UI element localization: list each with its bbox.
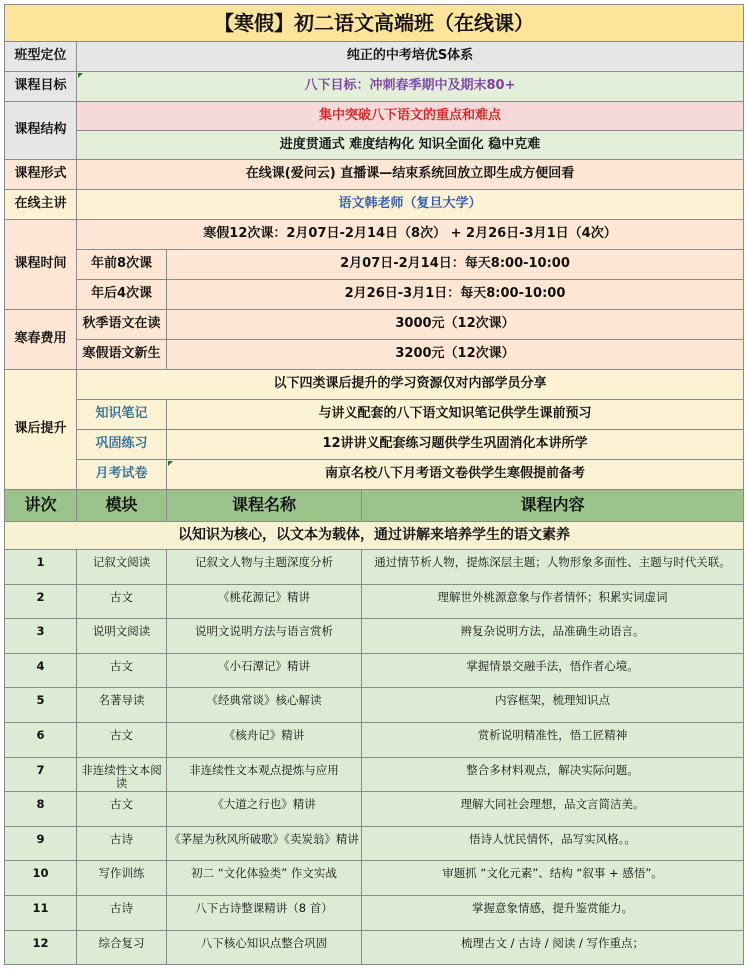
row-module: 名著导读 xyxy=(77,688,167,723)
after-class-item-desc: 南京名校八下月考语文卷供学生寒假提前备考 xyxy=(167,460,744,490)
fee-new-label: 寒假语文新生 xyxy=(77,340,167,370)
row-name: 《经典常谈》核心解读 xyxy=(167,688,362,723)
row-no: 2 xyxy=(4,585,77,619)
format-label: 课程形式 xyxy=(4,160,77,190)
header-module: 模块 xyxy=(77,490,167,522)
row-name: 《桃花源记》精讲 xyxy=(167,585,362,619)
row-name: 初二 “文化体验类” 作文实战 xyxy=(167,861,362,896)
row-module: 古文 xyxy=(77,723,167,758)
row-name: 《小石潭记》精讲 xyxy=(167,654,362,688)
row-content: 整合多材料观点，解决实际问题。 xyxy=(362,758,744,792)
goal-label: 课程目标 xyxy=(4,72,77,102)
format-value: 在线课(爱问云) 直播课—结束系统回放立即生成方便回看 xyxy=(77,160,744,190)
teacher-value: 语文韩老师（复旦大学） xyxy=(77,190,744,220)
row-module: 综合复习 xyxy=(77,931,167,965)
row-no: 12 xyxy=(4,931,77,965)
after-class-summary: 以下四类课后提升的学习资源仅对内部学员分享 xyxy=(77,370,744,400)
row-module: 古诗 xyxy=(77,827,167,861)
row-module: 古诗 xyxy=(77,896,167,931)
time-after-label: 年后4次课 xyxy=(77,280,167,310)
row-module: 非连续性文本阅读 xyxy=(77,758,167,792)
row-no: 11 xyxy=(4,896,77,931)
row-no: 4 xyxy=(4,654,77,688)
header-no: 讲次 xyxy=(4,490,77,522)
row-no: 9 xyxy=(4,827,77,861)
row-content: 悟诗人忧民情怀，品写实风格。。 xyxy=(362,827,744,861)
row-content: 辨复杂说明方法，品准确生动语言。 xyxy=(362,619,744,654)
row-name: 《核舟记》精讲 xyxy=(167,723,362,758)
after-class-item-name: 知识笔记 xyxy=(77,400,167,430)
row-name: 记叙文人物与主题深度分析 xyxy=(167,550,362,585)
after-class-item-name: 月考试卷 xyxy=(77,460,167,490)
row-module: 古文 xyxy=(77,585,167,619)
row-content: 掌握情景交融手法，悟作者心境。 xyxy=(362,654,744,688)
goal-value: 八下目标：冲刺春季期中及期末80+ xyxy=(77,72,744,102)
row-name: 说明文说明方法与语言赏析 xyxy=(167,619,362,654)
time-after-value: 2月26日-3月1日：每天8:00-10:00 xyxy=(167,280,744,310)
fee-new-value: 3200元（12次课） xyxy=(167,340,744,370)
row-no: 3 xyxy=(4,619,77,654)
after-class-item-desc: 12讲讲义配套练习题供学生巩固消化本讲所学 xyxy=(167,430,744,460)
schedule-banner: 以知识为核心，以文本为载体，通过讲解来培养学生的语文素养 xyxy=(4,522,744,550)
time-before-value: 2月07日-2月14日：每天8:00-10:00 xyxy=(167,250,744,280)
row-name: 《大道之行也》精讲 xyxy=(167,792,362,827)
row-content: 理解世外桃源意象与作者情怀；积累实词虚词 xyxy=(362,585,744,619)
fee-label: 寒春费用 xyxy=(4,310,77,370)
structure-line2: 进度贯通式 难度结构化 知识全面化 稳中克难 xyxy=(77,131,744,160)
fee-current-label: 秋季语文在读 xyxy=(77,310,167,340)
time-label: 课程时间 xyxy=(4,220,77,310)
positioning-value: 纯正的中考培优S体系 xyxy=(77,42,744,72)
row-content: 内容框架，梳理知识点 xyxy=(362,688,744,723)
row-no: 10 xyxy=(4,861,77,896)
row-no: 7 xyxy=(4,758,77,792)
row-no: 8 xyxy=(4,792,77,827)
row-no: 6 xyxy=(4,723,77,758)
row-no: 5 xyxy=(4,688,77,723)
row-module: 记叙文阅读 xyxy=(77,550,167,585)
row-content: 审题抓 “文化元素”、结构 “叙事 + 感悟”。 xyxy=(362,861,744,896)
after-class-label: 课后提升 xyxy=(4,370,77,490)
row-name: 八下核心知识点整合巩固 xyxy=(167,931,362,965)
page-title: 【寒假】初二语文高端班（在线课） xyxy=(4,4,744,42)
after-class-item-name: 巩固练习 xyxy=(77,430,167,460)
comment-marker-icon xyxy=(78,73,83,78)
row-name: 非连续性文本观点提炼与应用 xyxy=(167,758,362,792)
after-class-item-desc: 与讲义配套的八下语文知识笔记供学生课前预习 xyxy=(167,400,744,430)
time-summary: 寒假12次课：2月07日-2月14日（8次） + 2月26日-3月1日（4次） xyxy=(77,220,744,250)
row-module: 古文 xyxy=(77,654,167,688)
row-content: 通过情节析人物，提炼深层主题；人物形象多面性、主题与时代关联。 xyxy=(362,550,744,585)
row-content: 梳理古文 / 古诗 / 阅读 / 写作重点； xyxy=(362,931,744,965)
row-name: 《茅屋为秋风所破歌》《卖炭翁》精讲 xyxy=(167,827,362,861)
teacher-label: 在线主讲 xyxy=(4,190,77,220)
row-no: 1 xyxy=(4,550,77,585)
row-module: 写作训练 xyxy=(77,861,167,896)
row-module: 古文 xyxy=(77,792,167,827)
comment-marker-icon xyxy=(168,461,173,466)
structure-line1: 集中突破八下语文的重点和难点 xyxy=(77,102,744,131)
row-module: 说明文阅读 xyxy=(77,619,167,654)
row-name: 八下古诗整课精讲（8 首） xyxy=(167,896,362,931)
structure-label: 课程结构 xyxy=(4,102,77,160)
header-content: 课程内容 xyxy=(362,490,744,522)
header-name: 课程名称 xyxy=(167,490,362,522)
time-before-label: 年前8次课 xyxy=(77,250,167,280)
positioning-label: 班型定位 xyxy=(4,42,77,72)
row-content: 理解大同社会理想，品文言简洁美。 xyxy=(362,792,744,827)
row-content: 掌握意象情感，提升鉴赏能力。 xyxy=(362,896,744,931)
fee-current-value: 3000元（12次课） xyxy=(167,310,744,340)
row-content: 赏析说明精准性，悟工匠精神 xyxy=(362,723,744,758)
